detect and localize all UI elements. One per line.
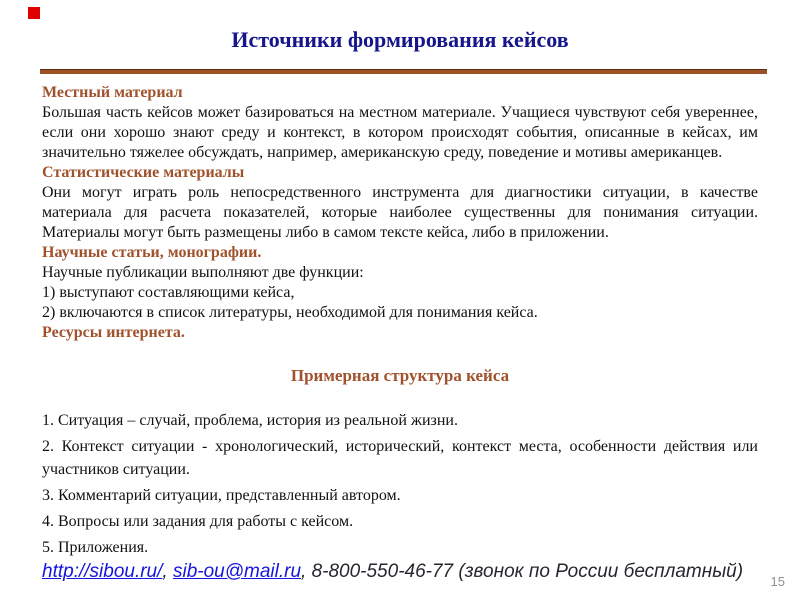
- list-item: 2. Контекст ситуации - хронологический, исторический, контекст места, особенности действия или участников ситуации.: [42, 438, 758, 478]
- section-body-statistical-materials: Они могут играть роль непосредственного инструмента для диагностики ситуации, в качестве материала для расчета показателей, которые наиболее существенны для понимания ситуации. Материалы могут быть размещены либо в самом тексте кейса, либо в приложении.: [42, 184, 758, 241]
- scientific-articles-line-3: 2) включаются в список литературы, необходимой для понимания кейса.: [42, 304, 538, 321]
- scientific-articles-line-1: Научные публикации выполняют две функции:: [42, 264, 364, 281]
- page-number: 15: [770, 574, 785, 589]
- site-link[interactable]: http://sibou.ru/: [42, 561, 163, 582]
- list-item: 1. Ситуация – случай, проблема, история из реальной жизни.: [42, 412, 458, 429]
- section-body-local-material: Большая часть кейсов может базироваться на местном материале. Учащиеся чувствуют себя увереннее, если они хорошо знают среду и контекст, в котором происходят события, описанные в кейсах, им значительно тяжелее обсуждать, например, американскую среду, поведение и мотивы американцев.: [42, 104, 758, 161]
- section-heading-local-material: Местный материал: [42, 84, 183, 101]
- list-item: 5. Приложения.: [42, 539, 149, 556]
- scientific-articles-line-2: 1) выступают составляющими кейса,: [42, 284, 295, 301]
- footer-phone-text: , 8-800-550-46-77 (звонок по России бесплатный): [301, 561, 744, 582]
- footer-separator: ,: [162, 561, 173, 582]
- page-title: Источники формирования кейсов: [231, 27, 569, 52]
- case-structure-subtitle: Примерная структура кейса: [290, 366, 510, 385]
- email-link[interactable]: sib-ou@mail.ru: [172, 561, 302, 582]
- section-heading-internet-resources: Ресурсы интернета.: [42, 324, 185, 341]
- section-heading-scientific-articles: Научные статьи, монографии.: [42, 244, 262, 261]
- sources-content: [42, 83, 758, 343]
- list-item: 3. Комментарий ситуации, представленный автором.: [42, 487, 401, 504]
- red-square-marker: [28, 7, 40, 19]
- list-item: 4. Вопросы или задания для работы с кейсом.: [42, 513, 354, 530]
- case-structure-list: [42, 409, 758, 559]
- footer-contacts: [42, 561, 743, 583]
- section-heading-statistical-materials: Статистические материалы: [42, 164, 245, 181]
- title-divider-rule: [40, 69, 767, 74]
